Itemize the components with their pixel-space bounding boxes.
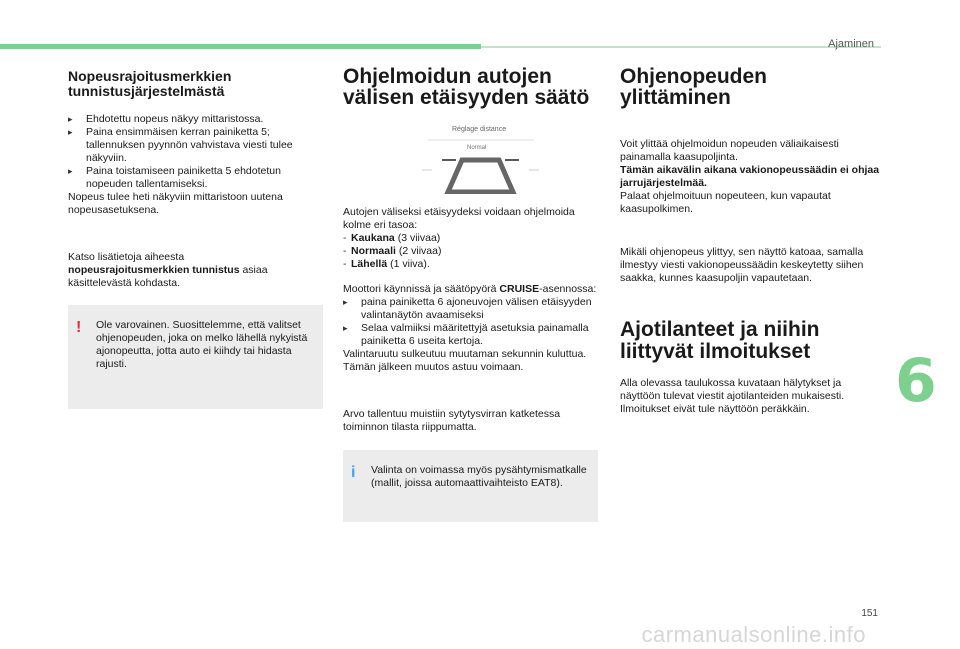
overspeed-p1: Voit ylittää ohjelmoidun nopeuden väliaikaisesti painamalla kaasupoljinta. — [620, 138, 839, 163]
list-item: ▸ paina painiketta 6 ajoneuvojen välisen etäisyyden valintanäytön avaamiseksi — [343, 296, 598, 322]
column-speed-limit — [68, 66, 323, 409]
header-accent-bar — [0, 44, 481, 49]
diagram-label: Normal — [467, 145, 487, 151]
distance-after-2: Tämän jälkeen muutos astuu voimaan. — [343, 361, 524, 373]
overspeed-p2: Mikäli ohjenopeus ylittyy, sen näyttö katoaa, samalla ilmestyy viesti vakionopeussäädin keskeytetty siihen saakka, kunnes kaasupoljin vapautetaan. — [620, 246, 864, 284]
section-title-distance: Ohjelmoidun autojen välisen etäisyyden säätö — [343, 65, 590, 109]
overspeed-p1-bold: Tämän aikavälin aikana vakionopeussäädin ei ohjaa jarrujärjestelmää. — [620, 164, 880, 189]
list-item: ▸ Paina toistamiseen painiketta 5 ehdotetun nopeuden tallentamiseksi. — [68, 165, 323, 191]
chapter-name: Ajaminen — [828, 38, 874, 50]
watermark: carmanualsonline.info — [641, 622, 866, 647]
see-also-text: Katso lisätietoja aiheesta nopeusrajoitusmerkkien tunnistus asiaa käsittelevästä kohdasta. — [68, 251, 268, 289]
info-text: Valinta on voimassa myös pysähtymismatkalle (mallit, joissa automaattivaihteisto EAT8). — [371, 464, 587, 489]
list-item: ▸ Selaa valmiiksi määritettyjä asetuksia painamalla painiketta 6 useita kertoja. — [343, 322, 598, 348]
info-box — [343, 450, 598, 522]
distance-steps — [343, 296, 598, 348]
list-item: ▸ Ehdotettu nopeus näkyy mittaristossa. — [68, 113, 323, 126]
speed-limit-after: Nopeus tulee heti näkyviin mittaristoon uutena nopeusasetuksena. — [68, 191, 283, 216]
warning-box — [68, 305, 323, 409]
warning-icon: ! — [76, 319, 82, 336]
info-icon: i — [351, 464, 356, 481]
diagram-header: Réglage distance — [452, 126, 507, 133]
distance-levels — [343, 232, 598, 271]
overspeed-p1-after: Palaat ohjelmoituun nopeuteen, kun vapautat kaasupolkimen. — [620, 190, 831, 215]
distance-after-1: Valintaruutu sulkeutuu muutaman sekunnin kuluttua. — [343, 348, 587, 360]
list-item: - Normaali (2 viivaa) — [343, 245, 598, 258]
engine-condition: Moottori käynnissä ja säätöpyörä CRUISE-asennossa: — [343, 283, 597, 295]
header-accent-line — [481, 46, 881, 48]
list-item: - Lähellä (1 viiva). — [343, 258, 598, 271]
memory-note: Arvo tallentuu muistiin sytytysvirran katketessa toiminnon tilasta riippumatta. — [343, 408, 561, 433]
distance-diagram — [418, 122, 543, 194]
column-distance — [343, 66, 598, 522]
warning-text: Ole varovainen. Suosittelemme, että valitset ohjenopeuden, joka on melko lähellä nykyistä ajonopeutta, jotta auto ei kiihdy tai hidasta rajusti. — [96, 319, 308, 370]
list-item: - Kaukana (3 viivaa) — [343, 232, 598, 245]
chapter-number: 6 — [895, 346, 937, 416]
speed-limit-steps — [68, 113, 323, 191]
column-overspeed — [620, 66, 882, 416]
distance-display-illustration — [418, 122, 543, 194]
situations-p2: Ilmoitukset eivät tule näyttöön peräkkäin. — [620, 403, 810, 415]
page-number: 151 — [861, 608, 878, 619]
section-title-overspeed: Ohjenopeuden ylittäminen — [620, 65, 767, 109]
situations-p1: Alla olevassa taulukossa kuvataan hälytykset ja näyttöön tulevat viestit ajotilanteiden mukaisesti. — [620, 377, 845, 402]
section-title-situations: Ajotilanteet ja niihin liittyvät ilmoitukset — [620, 318, 820, 363]
distance-intro: Autojen väliseksi etäisyydeksi voidaan ohjelmoida kolme eri tasoa: — [343, 206, 575, 231]
list-item: ▸ Paina ensimmäisen kerran painiketta 5; tallennuksen pyynnön vahvistava viesti tulee näkyviin. — [68, 126, 323, 165]
section-title-speed-limit: Nopeusrajoitusmerkkien tunnistusjärjestelmästä — [68, 68, 232, 99]
